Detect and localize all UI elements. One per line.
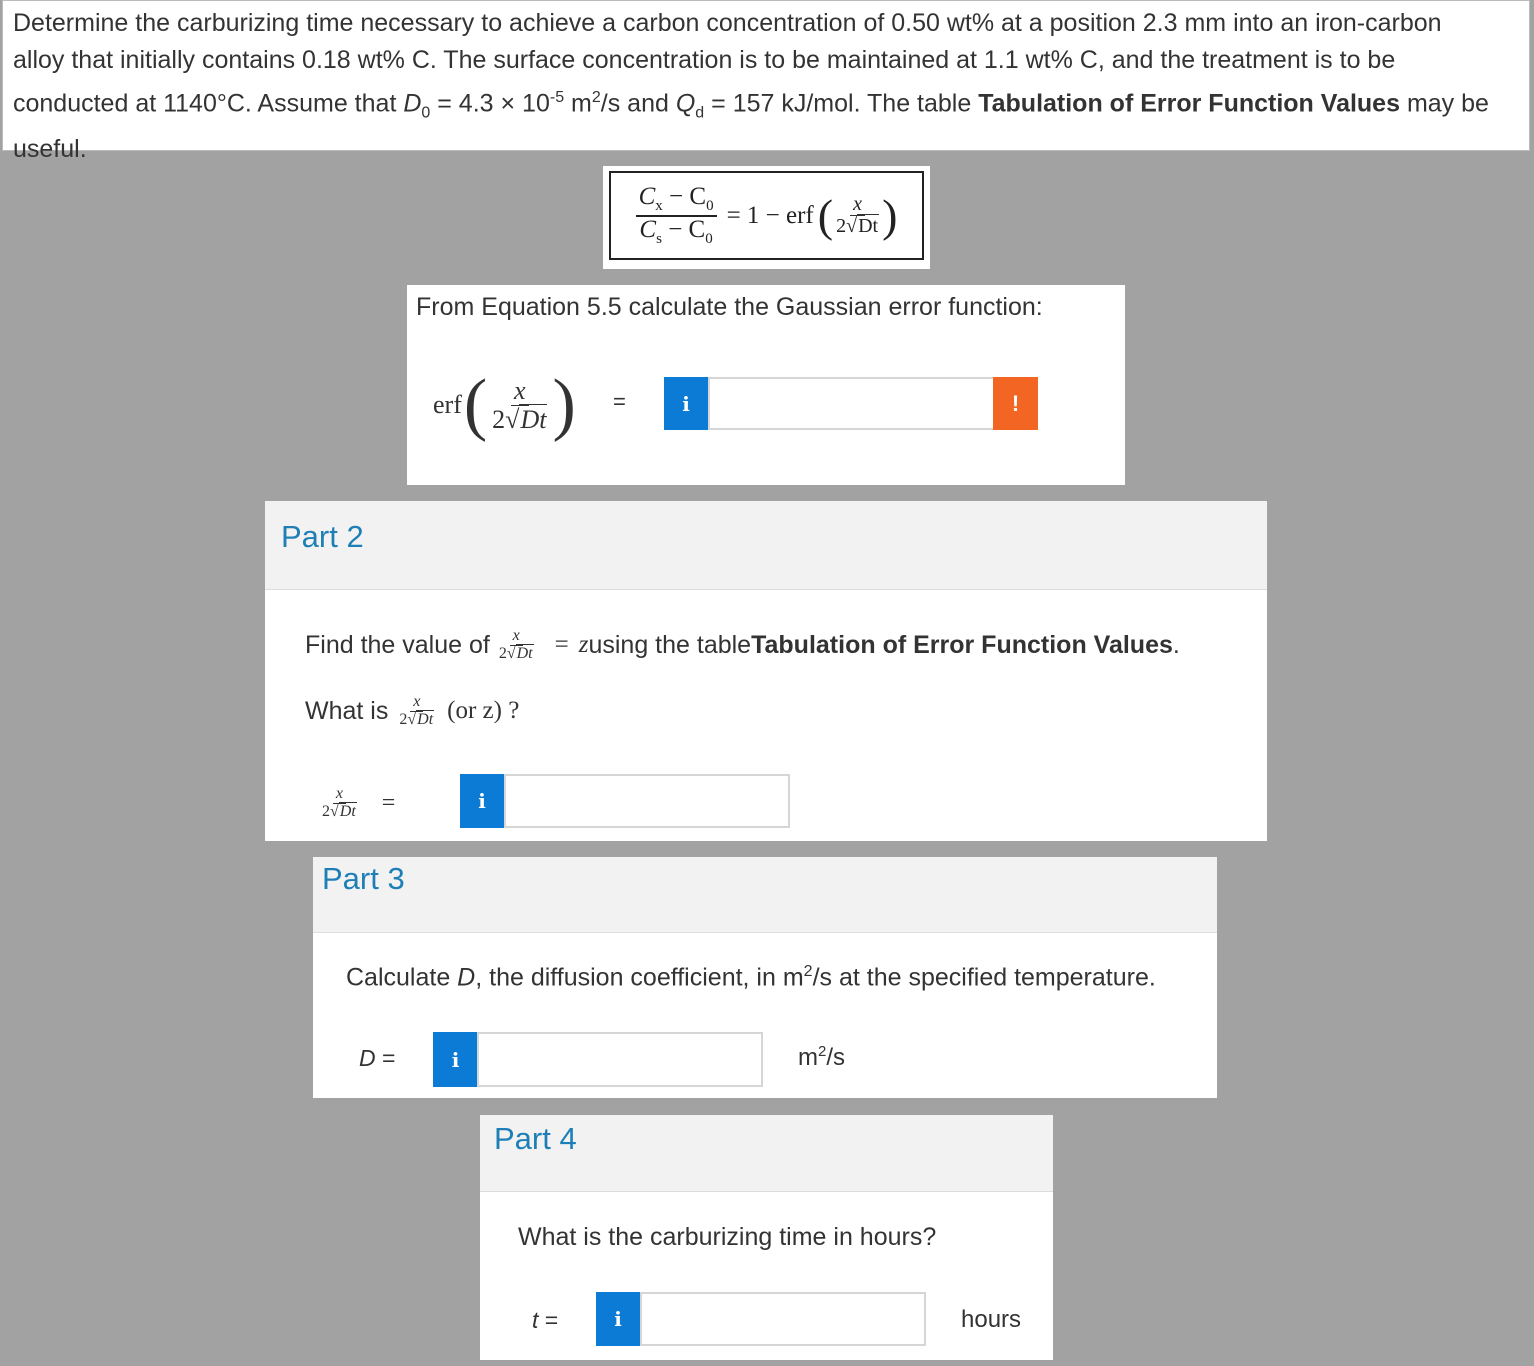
part2-panel [265, 501, 1267, 841]
part4-t-label: t = [532, 1307, 559, 1333]
problem-line-3: conducted at 1140°C. Assume that $D_0 = 4.3 \times 10^{-5}$ $m^2/s$ and $Q_d = 157$ kJ/mol. The table Tabulation of Error Function Values may be [13, 89, 1489, 122]
part3-panel [313, 857, 1217, 1098]
part2-z-input[interactable] [504, 774, 790, 828]
info-icon: i [682, 391, 690, 416]
info-icon: i [614, 1307, 622, 1331]
part4-info-button[interactable] [596, 1292, 640, 1346]
part2-info-button[interactable] [460, 774, 504, 828]
part2-answer-label: $\frac{x}{2√Dt}$ = [322, 784, 396, 820]
problem-statement [2, 0, 1530, 164]
part3-d-input[interactable] [477, 1032, 763, 1087]
equation-5-5: $\frac{C_x - C_0}{C_s - C_0}$ = 1 − erf ( $\frac{x}{2√Dt}$ ) [609, 171, 924, 260]
part2-header [265, 501, 1267, 590]
part2-title: Part 2 [281, 519, 364, 554]
part4-t-input[interactable] [640, 1292, 926, 1346]
part3-info-button[interactable] [433, 1032, 478, 1087]
part2-whatis-text: What is $\frac{x}{2√Dt}$ (or z) ? [305, 692, 520, 728]
part4-header [480, 1115, 1053, 1192]
equation-box [603, 166, 930, 269]
part1-panel [407, 285, 1125, 485]
part4-unit: hours [961, 1306, 1022, 1333]
part1-equals: = [613, 389, 626, 414]
part4-prompt: What is the carburizing time in hours? [518, 1223, 937, 1251]
info-icon: i [478, 789, 486, 813]
part1-info-button[interactable] [664, 377, 708, 430]
part3-title: Part 3 [322, 861, 405, 896]
info-icon: i [451, 1047, 460, 1072]
warning-icon: ! [1011, 390, 1020, 416]
problem-line-2: alloy that initially contains 0.18 wt% C. The surface concentration is to be maintained at 1.1 wt% C, and the treatment is to be [13, 46, 1396, 74]
part3-unit: $m^2/s$ [798, 1043, 846, 1071]
part1-erf-input[interactable] [708, 377, 995, 430]
problem-line-4: useful. [13, 135, 87, 164]
part3-prompt: Calculate D, the diffusion coefficient, in $m^2/s$ at the specified temperature. [346, 963, 1156, 992]
part3-header [313, 857, 1217, 933]
table-reference: Tabulation of Error Function Values [978, 89, 1400, 118]
problem-line-1: Determine the carburizing time necessary to achieve a carbon concentration of 0.50 wt% at a position 2.3 mm into an iron-carbon [13, 9, 1442, 37]
part1-warning-button[interactable] [993, 377, 1038, 430]
part4-title: Part 4 [494, 1121, 577, 1156]
part1-erf-expression: erf ( $\frac{x}{2√Dt}$ ) [433, 366, 576, 443]
part3-d-label: D = [359, 1045, 396, 1071]
part1-prompt: From Equation 5.5 calculate the Gaussian error function: [416, 293, 1043, 321]
part4-panel [480, 1115, 1053, 1360]
part2-find-text: Find the value of $\frac{x}{2√Dt}$ = z using the table Tabulation of Error Function Values . [305, 626, 1180, 662]
